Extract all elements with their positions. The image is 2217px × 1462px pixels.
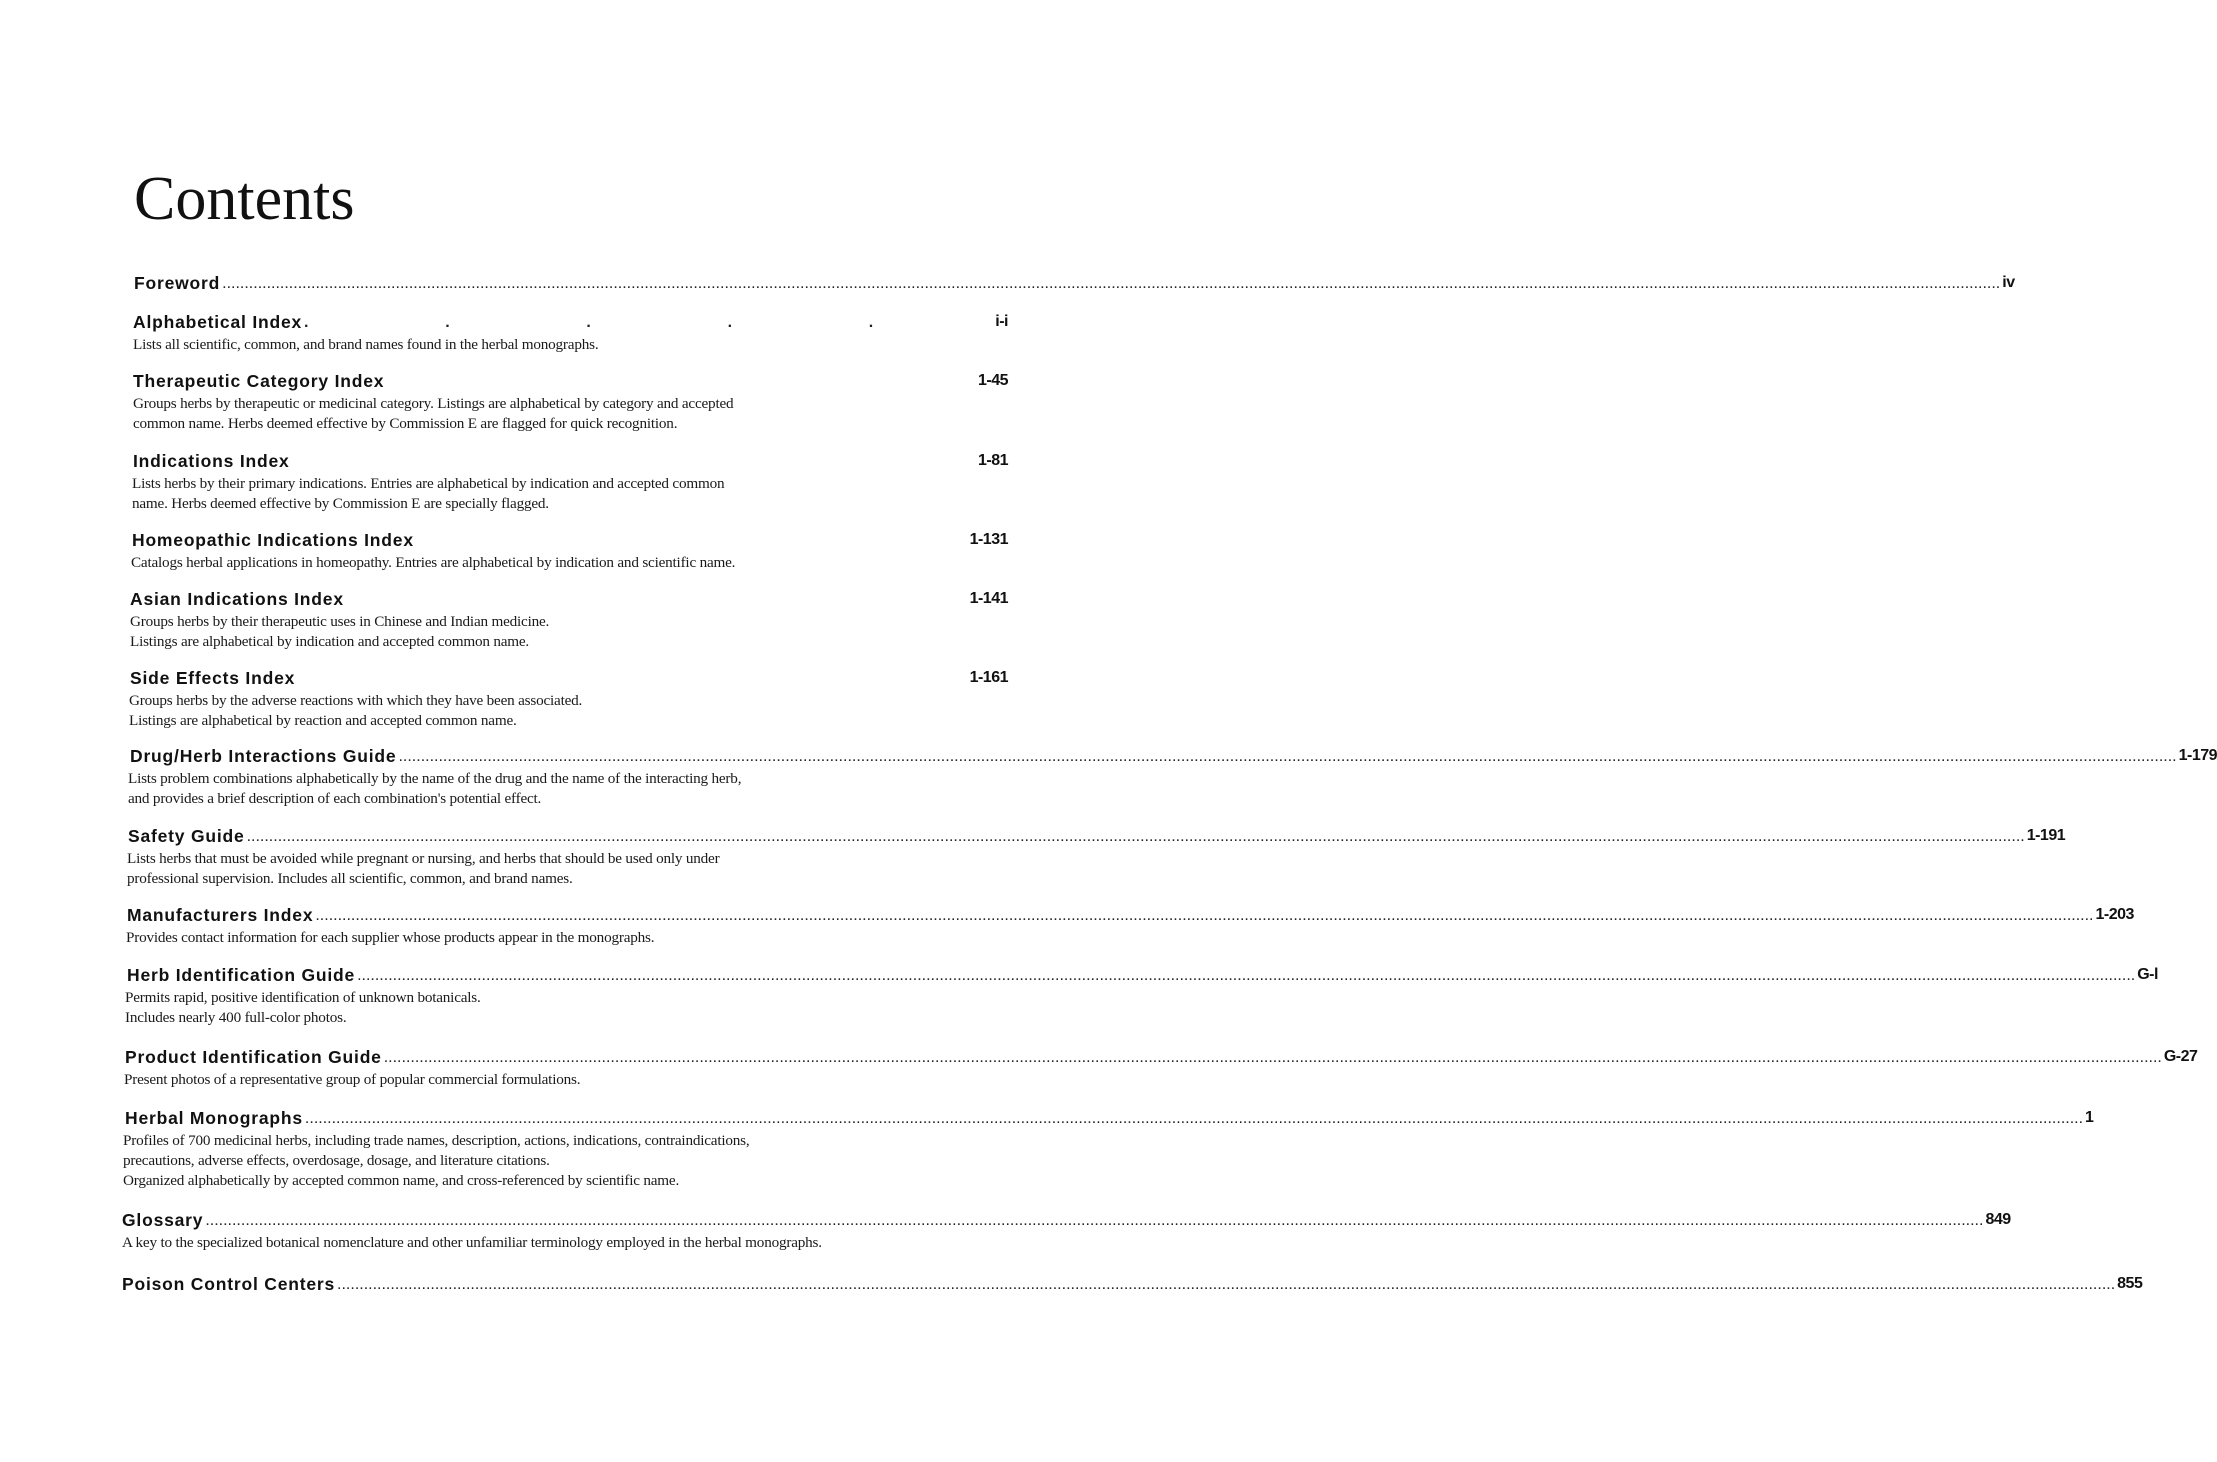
toc-entry-title: Therapeutic Category Index	[133, 371, 385, 391]
toc-leader-dots: ................................................................................................................................................................................................................................................................................................................................................................................................................	[205, 1212, 1984, 1229]
description-line: Provides contact information for each supplier whose products appear in the monographs.	[126, 929, 655, 946]
toc-heading	[128, 825, 2066, 847]
toc-page-number: 1-179	[2178, 747, 2217, 764]
toc-leader-dots: . . . . .	[304, 314, 874, 331]
description-line: Organized alphabetically by accepted common name, and cross-referenced by scientific name.	[123, 1172, 680, 1189]
toc-page-number: 1	[2085, 1109, 2094, 1126]
toc-heading	[133, 370, 1008, 392]
toc-page-number: G-l	[2137, 966, 2158, 983]
toc-page-number: 1-45	[977, 372, 1008, 389]
toc-entry-description	[127, 849, 719, 889]
toc-heading	[130, 667, 1008, 689]
toc-entry-title: Side Effects Index	[130, 668, 296, 688]
toc-entry-description	[130, 612, 549, 652]
toc-leader-dots: ................................................................................................................................................................................................................................................................................................................................................................................................................	[357, 967, 2136, 984]
toc-page-number: iv	[2002, 274, 2015, 291]
toc-page-number: i-i	[995, 313, 1008, 330]
toc-heading	[125, 1046, 2198, 1068]
toc-heading	[134, 272, 2015, 294]
toc-entry-description	[129, 691, 582, 731]
description-line: common name. Herbs deemed effective by Commission E are flagged for quick recognition.	[133, 415, 678, 432]
toc-entry-description	[133, 335, 598, 355]
toc-entry-title: Herbal Monographs	[125, 1108, 303, 1128]
toc-entry-title: Herb Identification Guide	[127, 965, 356, 985]
toc-leader-dots: ................................................................................................................................................................................................................................................................................................................................................................................................................	[337, 1276, 2116, 1293]
toc-leader-dots: ................................................................................................................................................................................................................................................................................................................................................................................................................	[383, 1049, 2162, 1066]
description-line: precautions, adverse effects, overdosage, dosage, and literature citations.	[123, 1152, 550, 1169]
toc-heading	[130, 588, 1008, 610]
description-line: Groups herbs by their therapeutic uses in Chinese and Indian medicine.	[130, 613, 550, 630]
toc-leader-dots: ................................................................................................................................................................................................................................................................................................................................................................................................................	[222, 275, 2001, 292]
description-line: Present photos of a representative group of popular commercial formulations.	[124, 1071, 581, 1088]
toc-entry-description	[122, 1233, 822, 1253]
toc-entry-title: Poison Control Centers	[122, 1274, 336, 1294]
toc-page-number: G-27	[2163, 1048, 2198, 1065]
toc-page-number: 1-161	[969, 669, 1008, 686]
toc-heading	[132, 529, 1008, 551]
toc-entry-title: Manufacturers Index	[127, 905, 314, 925]
page-title: Contents	[134, 165, 355, 233]
toc-heading	[127, 904, 2134, 926]
description-line: Lists all scientific, common, and brand names found in the herbal monographs.	[133, 336, 599, 353]
toc-entry-description	[123, 1131, 749, 1191]
toc-page-number: 855	[2117, 1275, 2143, 1292]
description-line: Groups herbs by the adverse reactions with which they have been associated.	[129, 692, 583, 709]
description-line: professional supervision. Includes all scientific, common, and brand names.	[127, 870, 573, 887]
toc-entry-title: Foreword	[134, 273, 221, 293]
toc-entry-title: Drug/Herb Interactions Guide	[130, 746, 397, 766]
toc-entry-description	[133, 394, 733, 434]
description-line: and provides a brief description of each combination's potential effect.	[128, 790, 542, 807]
toc-entry-description	[132, 474, 724, 514]
toc-entry-description	[128, 769, 741, 809]
toc-page-number: 1-191	[2026, 827, 2066, 844]
toc-heading	[130, 745, 2217, 767]
toc-heading	[127, 964, 2158, 986]
description-line: Lists herbs by their primary indications. Entries are alphabetical by indication and accepted common	[132, 475, 725, 492]
toc-entry-description	[131, 553, 735, 573]
toc-leader-dots: ................................................................................................................................................................................................................................................................................................................................................................................................................	[398, 748, 2177, 765]
toc-leader-dots: ................................................................................................................................................................................................................................................................................................................................................................................................................	[246, 828, 2025, 845]
description-line: Listings are alphabetical by reaction and accepted common name.	[129, 712, 517, 729]
toc-entry-title: Glossary	[122, 1210, 204, 1230]
description-line: Lists herbs that must be avoided while pregnant or nursing, and herbs that should be used only under	[127, 850, 720, 867]
toc-entry-description	[124, 1070, 580, 1090]
description-line: Catalogs herbal applications in homeopathy. Entries are alphabetical by indication and scientific name.	[131, 554, 736, 571]
toc-entry-description	[125, 988, 481, 1028]
description-line: Permits rapid, positive identification of unknown botanicals.	[125, 989, 481, 1006]
toc-leader-dots: ................................................................................................................................................................................................................................................................................................................................................................................................................	[304, 1110, 2084, 1127]
toc-entry-description	[126, 928, 654, 948]
toc-heading	[122, 1209, 2011, 1231]
toc-page-number: 1-203	[2095, 906, 2134, 923]
description-line: Groups herbs by therapeutic or medicinal category. Listings are alphabetical by category and accepted	[133, 395, 734, 412]
toc-page-number: 849	[1985, 1211, 2011, 1228]
toc-entry-title: Indications Index	[133, 451, 290, 471]
description-line: Includes nearly 400 full-color photos.	[125, 1009, 347, 1026]
toc-page-number: 1-141	[969, 590, 1008, 607]
toc-entry-title: Alphabetical Index	[133, 312, 303, 332]
toc-heading	[122, 1273, 2143, 1295]
description-line: Profiles of 700 medicinal herbs, including trade names, description, actions, indications, contraindications,	[123, 1132, 750, 1149]
toc-entry-title: Safety Guide	[128, 826, 245, 846]
toc-heading	[133, 450, 1008, 472]
description-line: name. Herbs deemed effective by Commission E are specially flagged.	[132, 495, 549, 512]
description-line: Listings are alphabetical by indication and accepted common name.	[130, 633, 530, 650]
toc-entry-title: Asian Indications Index	[130, 589, 344, 609]
toc-leader-dots: ................................................................................................................................................................................................................................................................................................................................................................................................................	[315, 907, 2094, 924]
toc-heading	[133, 311, 1008, 333]
toc-page-number: 1-81	[977, 452, 1008, 469]
toc-heading	[125, 1107, 2094, 1129]
description-line: Lists problem combinations alphabetically by the name of the drug and the name of the interacting herb,	[128, 770, 742, 787]
toc-page-number: 1-131	[969, 531, 1008, 548]
description-line: A key to the specialized botanical nomenclature and other unfamiliar terminology employed in the herbal monographs.	[122, 1234, 822, 1251]
toc-entry-title: Product Identification Guide	[125, 1047, 382, 1067]
toc-entry-title: Homeopathic Indications Index	[132, 530, 414, 550]
